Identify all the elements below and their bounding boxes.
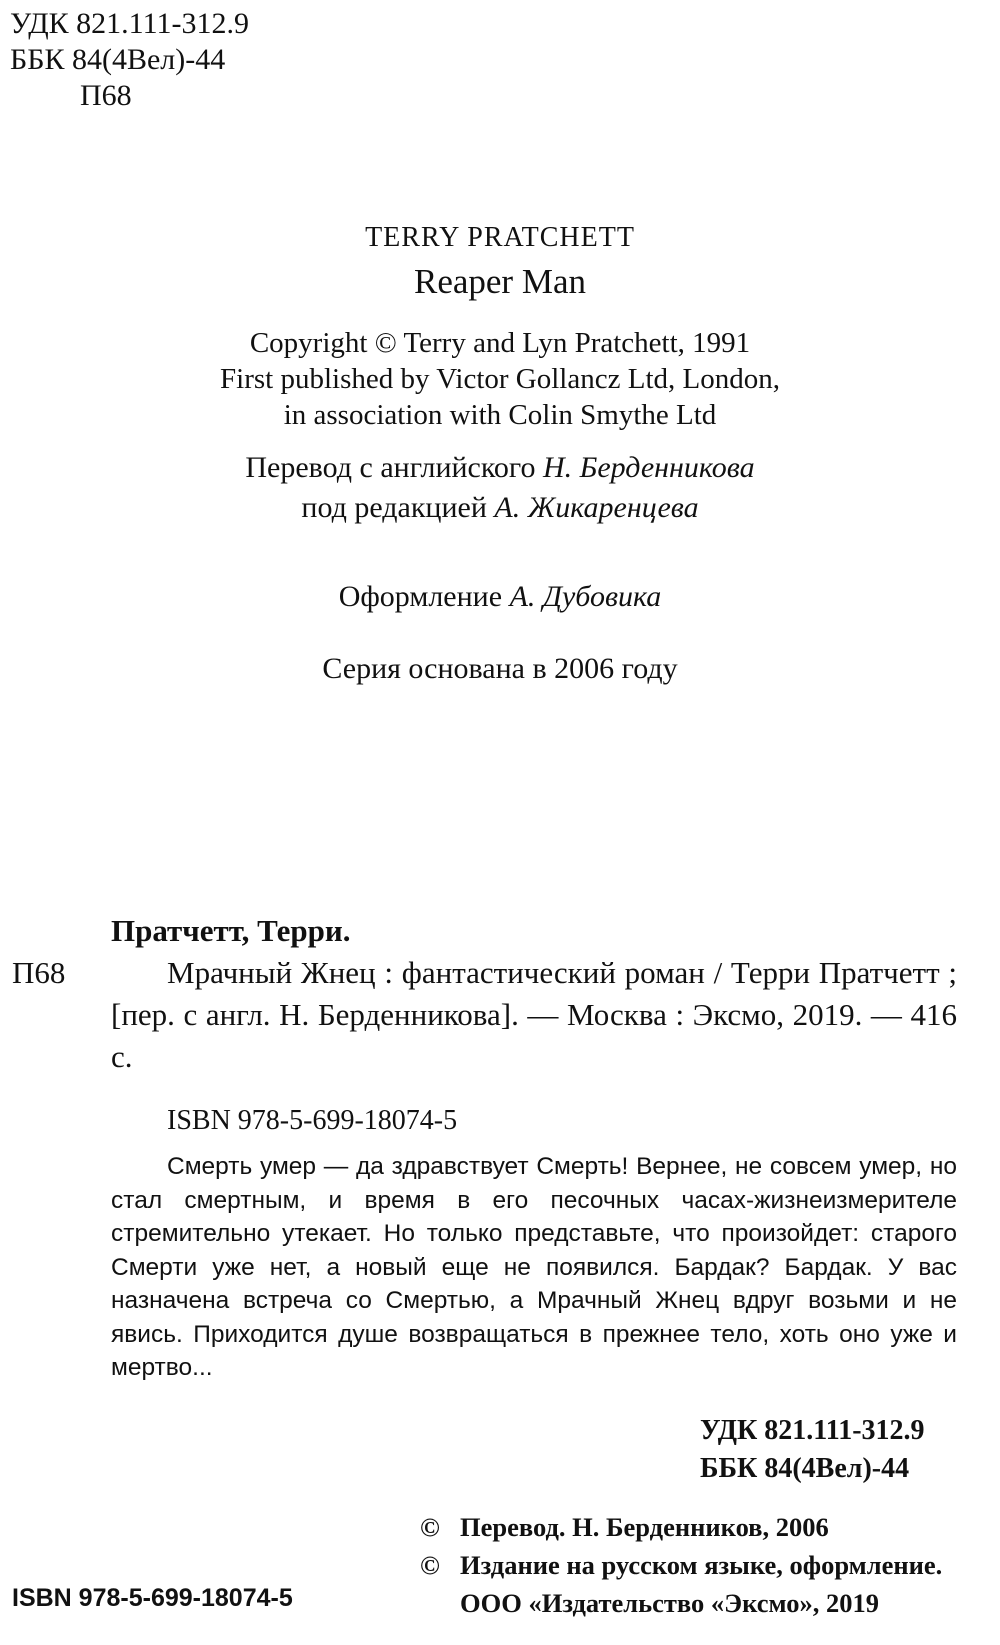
series-note: Серия основана в 2006 году <box>322 652 678 685</box>
editor-line <box>0 488 1000 528</box>
copyright-symbol: © <box>420 1512 440 1542</box>
translation-credits <box>0 448 1000 528</box>
editor-prefix: под редакцией <box>301 491 487 524</box>
copyright-line: in association with Colin Smythe Ltd <box>283 399 717 431</box>
udk-code-bottom: УДК 821.111-312.9 <box>700 1415 925 1446</box>
record-heading: Пратчетт, Терри. <box>111 913 351 948</box>
design-credit <box>0 580 1000 614</box>
publisher-copyright <box>420 1584 942 1622</box>
udk-code-top: УДК 821.111-312.9 <box>10 7 249 40</box>
isbn-bottom: ISBN 978-5-699-18074-5 <box>12 1584 293 1612</box>
translation-copyright <box>420 1508 942 1546</box>
editor-name: А. Жикаренцева <box>494 491 699 524</box>
translator-prefix: Перевод с английского <box>245 451 536 484</box>
record-isbn: ISBN 978-5-699-18074-5 <box>167 1105 458 1136</box>
original-title: Reaper Man <box>413 262 586 301</box>
bbk-code-bottom: ББК 84(4Вел)-44 <box>700 1453 910 1484</box>
original-author: TERRY PRATCHETT <box>365 222 635 253</box>
classification-block-bottom <box>700 1412 925 1488</box>
translator-line <box>0 448 1000 488</box>
publisher-copyright-text: ООО «Издательство «Эксмо», 2019 <box>460 1588 879 1618</box>
book-annotation: Смерть умер — да здравствует Смерть! Вернее, не совсем умер, но стал смертным, и время в его песочных часах-жизнеизмерителе стремительно утекает. Но только представьте, что произойдет: старого Смерти уже нет, а новый еще не появился. Бардак? Бардак. У вас назначена встреча со Смертью, а Мрачный Жнец вдруг возьми и не явись. Приходится душе возвращаться в прежнее тело, хоть оно уже и мертво... <box>111 1153 957 1381</box>
record-description: Мрачный Жнец : фантастический роман / Терри Пратчетт ; [пер. с англ. Н. Берденникова]. — Москва : Эксмо, 2019. — 416 с. <box>111 955 957 1074</box>
bbk-code-top: ББК 84(4Вел)-44 <box>10 43 226 76</box>
edition-copyright-text: Издание на русском языке, оформление. <box>460 1550 943 1580</box>
record-author-sign: П68 <box>12 955 66 990</box>
classification-block-top <box>10 6 249 114</box>
design-prefix: Оформление <box>338 580 503 613</box>
copyright-line: First published by Victor Gollancz Ltd, London, <box>220 363 780 395</box>
original-copyright <box>0 325 1000 433</box>
copyright-notices <box>420 1508 942 1622</box>
author-sign-top: П68 <box>80 79 132 112</box>
copyright-symbol: © <box>420 1550 440 1580</box>
translator-name: Н. Берденникова <box>543 451 755 484</box>
edition-copyright <box>420 1546 942 1584</box>
copyright-line: Copyright © Terry and Lyn Pratchett, 1991 <box>249 327 751 359</box>
translation-copyright-text: Перевод. Н. Берденников, 2006 <box>460 1512 829 1542</box>
designer-name: А. Дубовика <box>509 580 662 613</box>
